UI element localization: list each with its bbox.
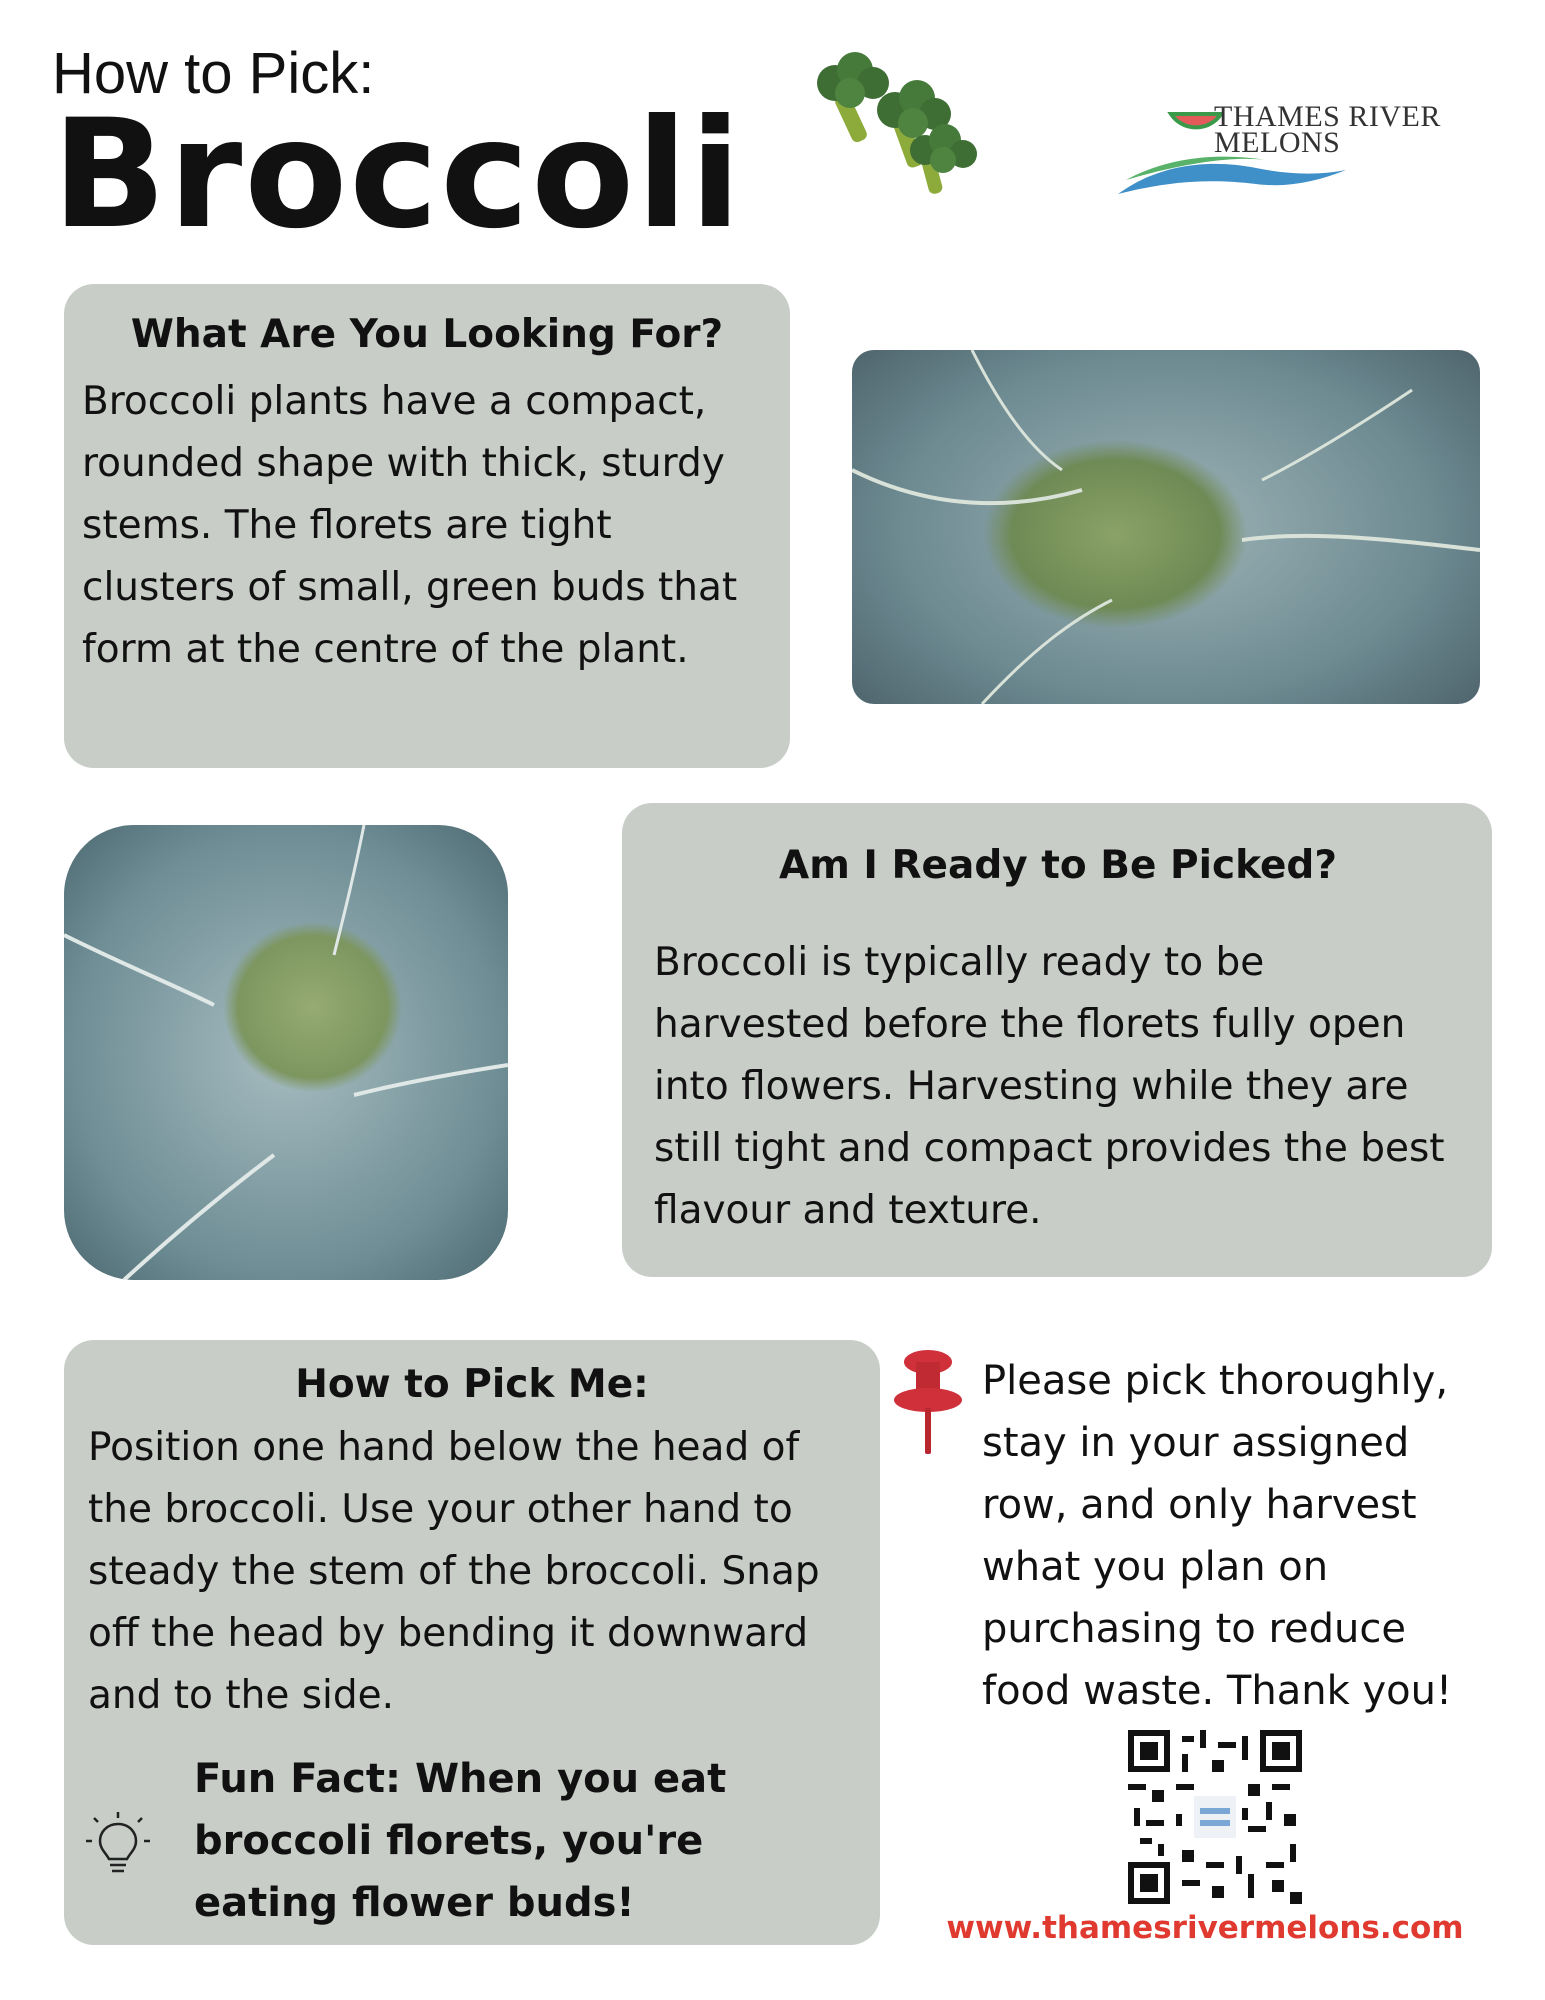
- ready-to-pick-text: Broccoli is typically ready to be harvested before the florets fully open into flowers. Harvesting while they are still tight and compact provides the best flavour and texture.: [654, 940, 1445, 1233]
- how-to-pick-heading: How to Pick Me:: [295, 1362, 649, 1407]
- what-looking-for-card: [64, 284, 790, 768]
- how-to-pick-text: Position one hand below the head of the broccoli. Use your other hand to steady the stem of the broccoli. Snap off the head by bending it downward and to the side.: [88, 1425, 820, 1718]
- qr-code[interactable]: [1128, 1730, 1302, 1904]
- logo-text-line2: MELONS: [1214, 126, 1341, 159]
- logo-text-line1: THAMES RIVER: [1214, 100, 1441, 133]
- page-title: Broccoli: [52, 88, 744, 262]
- broccoli-illustration-icon: [805, 38, 990, 198]
- lightbulb-icon: [86, 1810, 150, 1882]
- ready-to-pick-heading: Am I Ready to Be Picked?: [779, 843, 1337, 888]
- what-looking-for-text: Broccoli plants have a compact, rounded shape with thick, sturdy stems. The florets are tight clusters of small, green buds that form at the centre of the plant.: [82, 379, 738, 672]
- picking-notice-text: Please pick thoroughly, stay in your assigned row, and only harvest what you plan on purchasing to reduce food waste. Thank you!: [982, 1358, 1452, 1714]
- page-subtitle: How to Pick:: [52, 41, 375, 106]
- broccoli-plant-photo-left: [64, 825, 508, 1280]
- broccoli-plant-photo-top: [852, 350, 1480, 704]
- ready-to-pick-card: [622, 803, 1492, 1277]
- what-looking-for-heading: What Are You Looking For?: [130, 312, 724, 357]
- pushpin-icon: [890, 1348, 966, 1458]
- fun-fact-text: Fun Fact: When you eat broccoli florets, you're eating flower buds!: [194, 1756, 727, 1926]
- website-link[interactable]: www.thamesrivermelons.com: [946, 1910, 1464, 1946]
